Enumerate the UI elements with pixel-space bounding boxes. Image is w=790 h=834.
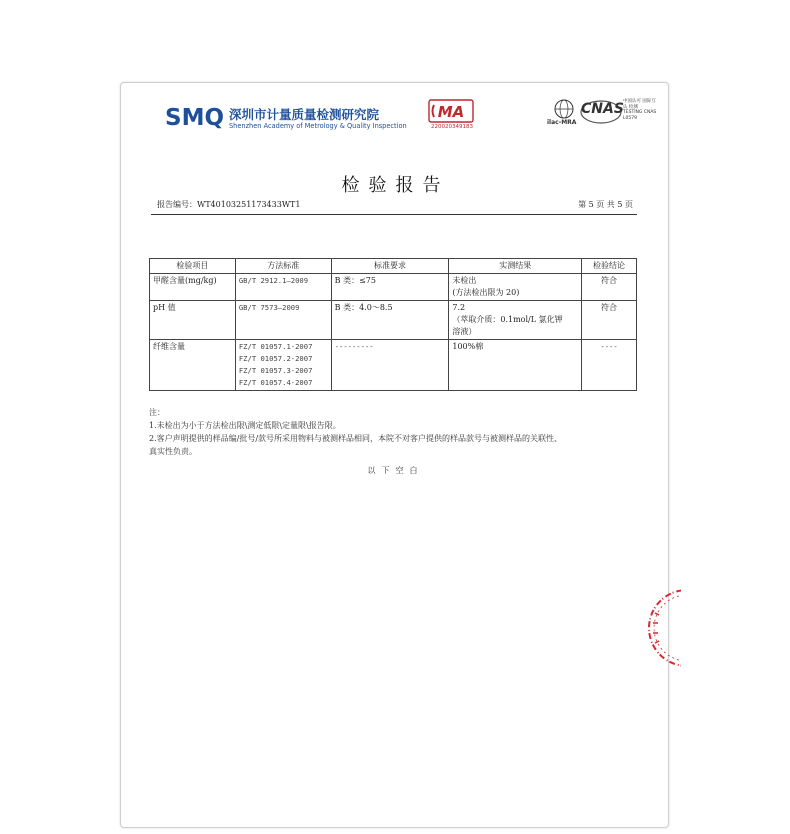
table-row — [150, 274, 637, 301]
cnas-logo: CNAS — [581, 101, 624, 117]
report-meta — [157, 199, 633, 213]
header-result: 实测结果 — [449, 259, 582, 274]
report-number-label: 报告编号： — [157, 200, 197, 209]
cell-conclusion: ---- — [582, 340, 637, 391]
seal-icon — [641, 583, 681, 673]
end-of-report-mark: 以下空白 — [367, 466, 424, 475]
cell-conclusion: 符合 — [582, 274, 637, 301]
cell-result — [449, 274, 582, 301]
result-line: 溶液） — [452, 327, 477, 336]
notes-section — [149, 406, 649, 458]
cell-result — [449, 301, 582, 340]
table-row — [150, 301, 637, 340]
institute-name-en: Shenzhen Academy of Metrology & Quality Inspection — [229, 122, 407, 130]
method-line: FZ/T 01057.1-2007 — [238, 342, 313, 351]
note-line: 1.未检出为小于方法检出限\测定低限\定量限\报告限。 — [149, 421, 341, 430]
report-page — [120, 82, 669, 828]
report-title: 检验报告 — [341, 175, 450, 196]
method-line: FZ/T 01057.4-2007 — [238, 378, 313, 387]
method-line: FZ/T 01057.3-2007 — [238, 366, 313, 375]
method-line: GB/T 7573—2009 — [238, 303, 300, 312]
cma-mark — [428, 99, 474, 133]
result-line: 未检出 — [452, 276, 477, 285]
official-seal-fragment — [641, 583, 681, 673]
cnas-accreditation — [547, 97, 657, 129]
result-line: 100%棉 — [452, 342, 484, 351]
header-method: 方法标准 — [235, 259, 331, 274]
results-table — [149, 258, 637, 391]
smq-logo-mark: SMQ — [165, 105, 225, 131]
cell-requirement: B 类：≤75 — [331, 274, 449, 301]
cma-number: 220020349183 — [431, 124, 473, 130]
report-number-value: WT40103251173433WT1 — [197, 200, 301, 209]
cell-conclusion: 符合 — [582, 301, 637, 340]
cell-item: pH 值 — [150, 301, 236, 340]
page-indicator: 第 5 页 共 5 页 — [578, 200, 633, 209]
cell-item: 甲醛含量(mg/kg) — [150, 274, 236, 301]
cell-requirement: B 类：4.0～8.5 — [331, 301, 449, 340]
report-number — [157, 199, 300, 210]
cell-item: 纤维含量 — [150, 340, 236, 391]
notes-heading: 注： — [149, 408, 165, 417]
ilac-label: ilac-MRA — [547, 119, 577, 126]
header-conclusion: 检验结论 — [582, 259, 637, 274]
header-requirement: 标准要求 — [331, 259, 449, 274]
cnas-caption: 中国认可 国际互认 检测 TESTING CNAS L0579 — [623, 99, 657, 121]
cell-method — [235, 340, 331, 391]
cell-requirement: --------- — [331, 340, 449, 391]
table-header-row — [150, 259, 637, 274]
svg-text:MA: MA — [437, 103, 465, 121]
method-line: GB/T 2912.1—2009 — [238, 276, 309, 285]
result-line: (方法检出限为 20) — [452, 288, 520, 297]
institute-name-cn: 深圳市计量质量检测研究院 — [229, 107, 380, 122]
cell-result — [449, 340, 582, 391]
table-row — [150, 340, 637, 391]
cma-logo-icon — [428, 99, 474, 125]
result-line: （萃取介质：0.1mol/L 氯化钾 — [452, 315, 563, 324]
cell-method — [235, 301, 331, 340]
note-line: 真实性负责。 — [149, 447, 197, 456]
institute-logo — [165, 103, 405, 135]
method-line: FZ/T 01057.2-2007 — [238, 354, 313, 363]
cell-method — [235, 274, 331, 301]
note-line: 2.客户声明提供的样品编/批号/款号所采用物料与被测样品相同，本院不对客户提供的样品款号与被测样品的关联性、 — [149, 434, 563, 443]
header-divider — [151, 214, 637, 215]
header-item: 检验项目 — [150, 259, 236, 274]
result-line: 7.2 — [452, 303, 466, 312]
